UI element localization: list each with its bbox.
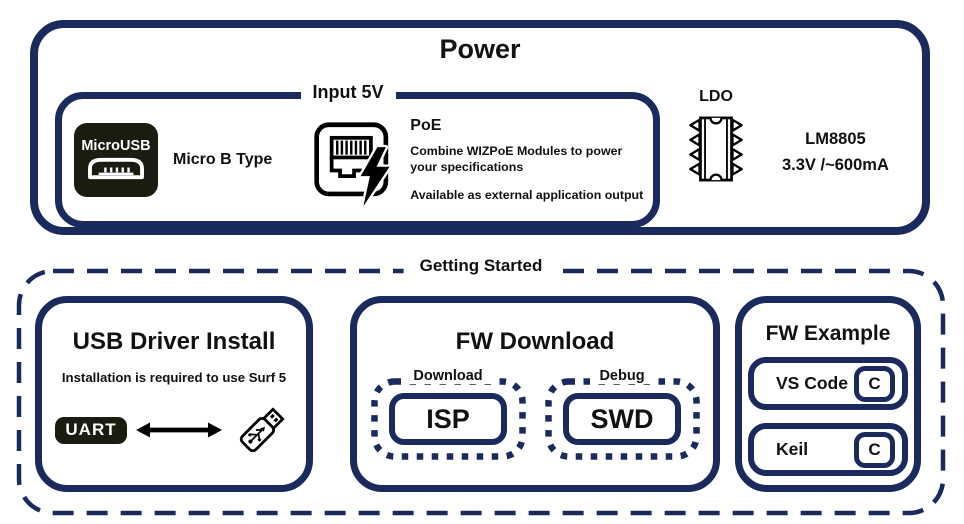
input-5v-group: [55, 82, 660, 228]
debug-label: Debug: [590, 368, 653, 384]
power-section: [30, 20, 930, 235]
vs-code-c-badge: C: [854, 366, 895, 402]
usb-stick-icon: [231, 399, 293, 461]
usb-driver-install-subtitle: Installation is required to use Surf 5: [61, 370, 287, 385]
poe-description-2: Available as external application output: [410, 187, 644, 202]
ldo-part-number: LM8805: [805, 130, 866, 148]
keil-c-badge: C: [854, 432, 895, 468]
keil-label: Keil: [776, 439, 809, 459]
isp-button: ISP: [389, 393, 507, 445]
ldo-label: LDO: [699, 88, 733, 105]
vs-code-label: VS Code: [776, 373, 848, 393]
power-title: Power: [439, 34, 521, 64]
ldo-chip-icon: [684, 109, 748, 189]
fw-download-row: [357, 368, 713, 460]
vs-code-row: [748, 357, 908, 410]
keil-row: [748, 423, 908, 476]
ldo-group: [680, 88, 889, 189]
swd-button: SWD: [563, 393, 681, 445]
ldo-spec: 3.3V /~600mA: [782, 156, 889, 175]
fw-download-title: FW Download: [455, 328, 615, 355]
input-5v-label: Input 5V: [301, 82, 396, 103]
uart-badge: UART: [55, 417, 126, 444]
getting-started-label: Getting Started: [404, 256, 559, 276]
bidirectional-arrow-icon: [136, 420, 222, 440]
getting-started-section: [16, 256, 946, 516]
ldo-chip-column: [680, 88, 752, 189]
usb-driver-install-title: USB Driver Install: [72, 328, 276, 355]
poe-title: PoE: [410, 117, 442, 135]
microusb-icon: [74, 123, 158, 197]
ldo-spec-text: [782, 126, 889, 179]
download-label: Download: [404, 368, 491, 384]
microusb-icon-label: MicroUSB: [81, 137, 151, 154]
debug-group: [545, 368, 700, 460]
poe-ethernet-icon: [312, 117, 398, 211]
poe-description-1: Combine WIZPoE Modules to power your specifications: [410, 144, 623, 175]
fw-example-card: [735, 296, 921, 492]
micro-usb-connector-icon: [85, 154, 147, 181]
poe-text-block: [410, 117, 653, 202]
fw-example-title: FW Example: [765, 322, 891, 345]
fw-download-card: [350, 296, 720, 492]
usb-driver-install-card: [35, 296, 313, 492]
download-group: [371, 368, 526, 460]
micro-b-type-caption: Micro B Type: [173, 151, 273, 168]
uart-usb-row: [42, 399, 306, 461]
